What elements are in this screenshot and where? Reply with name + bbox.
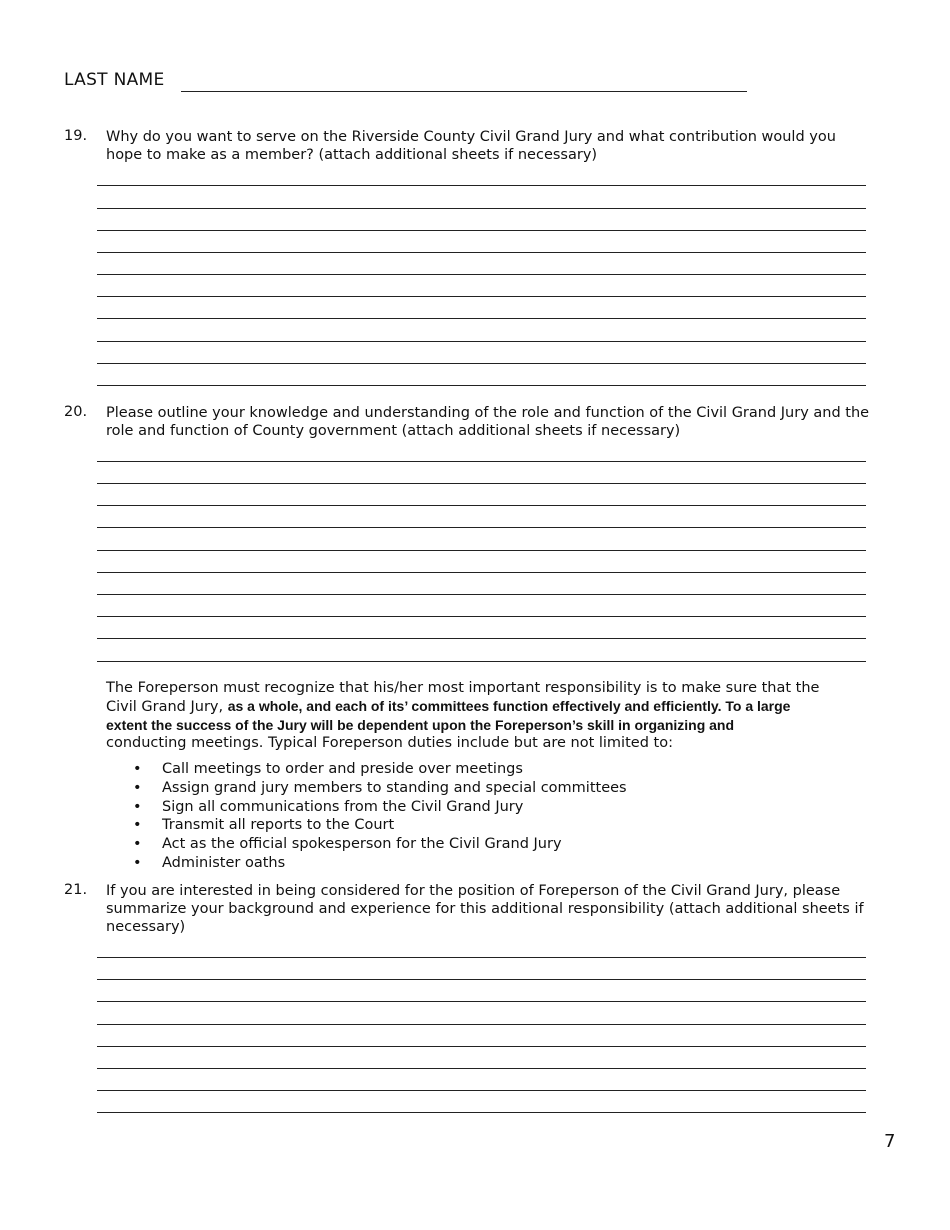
bullet-icon: • [133,779,142,796]
list-item [106,816,806,835]
list-item [106,835,806,854]
answer-line[interactable] [97,363,866,364]
foreperson-duties-list [106,760,806,873]
foreperson-line-3: extent the success of the Jury will be dependent upon the Foreperson’s skill in organizing and [106,717,735,733]
last-name-field[interactable] [181,91,747,92]
answer-line[interactable] [97,318,866,319]
duty-text: Act as the official spokesperson for the Civil Grand Jury [162,836,562,853]
foreperson-line-2-normal: Civil Grand Jury, [106,699,228,715]
question-19-number: 19. [64,128,88,144]
duty-text: Administer oaths [162,854,286,871]
answer-line[interactable] [97,957,866,958]
answer-line[interactable] [97,979,866,980]
question-20-line-2: role and function of County government (attach additional sheets if necessary) [106,423,681,439]
bullet-icon: • [133,761,142,777]
answer-line[interactable] [97,1046,866,1047]
answer-line[interactable] [97,1001,866,1002]
answer-line[interactable] [97,572,866,573]
answer-line[interactable] [97,616,866,617]
question-19-line-1: Why do you want to serve on the Riverside County Civil Grand Jury and what contribution would you [106,129,836,145]
list-item [106,854,806,873]
answer-line[interactable] [97,461,866,462]
question-20-text [106,404,896,440]
answer-line[interactable] [97,208,866,209]
list-item [106,798,806,817]
question-20-line-1: Please outline your knowledge and understanding of the role and function of the Civil Grand Jury and the [106,405,870,421]
list-item [106,760,806,779]
answer-line[interactable] [97,527,866,528]
answer-line[interactable] [97,296,866,297]
answer-line[interactable] [97,550,866,551]
answer-line[interactable] [97,341,866,342]
question-19-line-2: hope to make as a member? (attach additional sheets if necessary) [106,147,598,163]
bullet-icon: • [133,798,142,815]
answer-line[interactable] [97,594,866,595]
duty-text: Sign all communications from the Civil Grand Jury [162,798,524,815]
answer-line[interactable] [97,1068,866,1069]
foreperson-line-2-bold: as a whole, and each of its’ committees function effectively and efficiently. To a large [227,698,791,714]
bullet-icon: • [133,854,142,871]
duty-text: Assign grand jury members to standing and special committees [162,779,627,796]
answer-line[interactable] [97,505,866,506]
question-21-line-2: summarize your background and experience for this additional responsibility (attach additional sheets if [106,901,864,917]
foreperson-paragraph [106,679,886,752]
duty-text: Call meetings to order and preside over meetings [162,761,523,777]
question-21-text [106,882,896,936]
list-item [106,779,806,798]
bullet-icon: • [133,817,142,834]
answer-line[interactable] [97,483,866,484]
answer-line[interactable] [97,638,866,639]
question-19-text [106,128,896,164]
answer-line[interactable] [97,274,866,275]
answer-line[interactable] [97,1090,866,1091]
duty-text: Transmit all reports to the Court [162,817,395,834]
answer-line[interactable] [97,661,866,662]
answer-line[interactable] [97,185,866,186]
last-name-label: LAST NAME [64,70,165,90]
question-21-line-1: If you are interested in being considered for the position of Foreperson of the Civil Grand Jury, please [106,883,841,899]
answer-line[interactable] [97,252,866,253]
question-20-number: 20. [64,404,88,420]
foreperson-line-1: The Foreperson must recognize that his/her most important responsibility is to make sure that the [106,680,820,696]
answer-line[interactable] [97,1112,866,1113]
question-21-line-3: necessary) [106,919,186,935]
question-21-number: 21. [64,882,88,898]
bullet-icon: • [133,836,142,853]
foreperson-line-4: conducting meetings. Typical Foreperson duties include but are not limited to: [106,735,673,751]
page-number: 7 [884,1131,896,1152]
foreperson-line-2 [106,697,886,716]
answer-line[interactable] [97,1024,866,1025]
answer-line[interactable] [97,230,866,231]
answer-line[interactable] [97,385,866,386]
